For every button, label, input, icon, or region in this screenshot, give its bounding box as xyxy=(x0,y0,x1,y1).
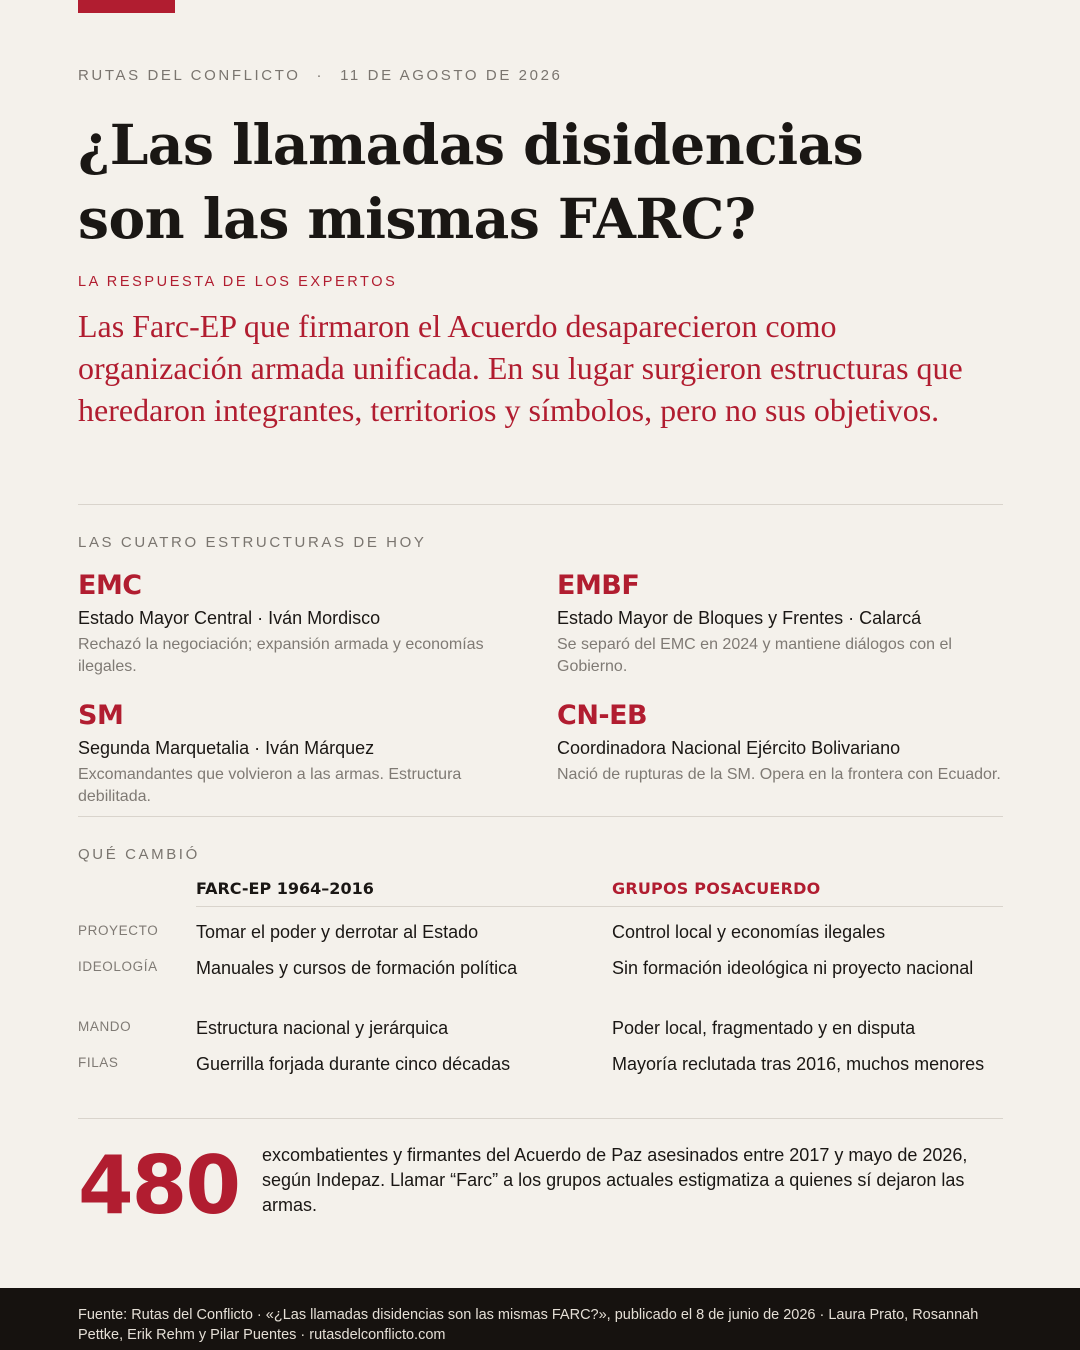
page-title xyxy=(78,108,978,256)
title-line-2: son las mismas FARC? xyxy=(78,186,756,251)
row-old-value: Guerrilla forjada durante cinco décadas xyxy=(196,1054,511,1074)
structure-card-sm xyxy=(78,700,528,808)
structures-label: LAS CUATRO ESTRUCTURAS DE HOY xyxy=(78,534,427,551)
footer xyxy=(0,1288,1080,1350)
divider xyxy=(78,816,1003,817)
stat-text: excombatientes y firmantes del Acuerdo de Paz asesinados entre 2017 y mayo de 2026, según Indepaz. Llamar “Farc” a los grupos actuales estigmatiza a quienes sí dejaron las armas. xyxy=(262,1145,968,1215)
kicker-separator: · xyxy=(316,67,325,84)
structure-desc: Excomandantes que volvieron a las armas. Estructura debilitada. xyxy=(78,766,462,805)
structure-name: Estado Mayor de Bloques y Frentes · Calarcá xyxy=(557,608,922,628)
structure-name: Segunda Marquetalia · Iván Márquez xyxy=(78,738,375,758)
structure-abbr: SM xyxy=(78,700,124,731)
publication-date: 11 DE AGOSTO DE 2026 xyxy=(340,67,563,84)
structure-card-cneb xyxy=(557,700,1007,786)
structure-desc: Nació de rupturas de la SM. Opera en la frontera con Ecuador. xyxy=(557,766,1001,783)
row-label: PROYECTO xyxy=(78,923,159,938)
structure-name: Coordinadora Nacional Ejército Bolivariano xyxy=(557,738,901,758)
row-label: IDEOLOGÍA xyxy=(78,959,158,974)
title-line-1: ¿Las llamadas disidencias xyxy=(78,112,864,177)
row-old-value: Manuales y cursos de formación política xyxy=(196,958,518,978)
source-credit: Fuente: Rutas del Conflicto · «¿Las llamadas disidencias son las mismas FARC?», publicado el 8 de junio de 2026 · Laura Prato, Rosannah Pettke, Erik Rehm y Pilar Puentes · rutasdelconflicto.com xyxy=(78,1307,979,1343)
publication-name: RUTAS DEL CONFLICTO xyxy=(78,67,301,84)
column-header-posacuerdo: GRUPOS POSACUERDO xyxy=(612,879,821,898)
row-new-value: Sin formación ideológica ni proyecto nacional xyxy=(612,958,974,978)
stat-number: 480 xyxy=(78,1139,239,1232)
kicker xyxy=(78,67,562,84)
structure-abbr: CN-EB xyxy=(557,700,648,731)
divider xyxy=(78,1118,1003,1119)
row-old-value: Estructura nacional y jerárquica xyxy=(196,1018,449,1038)
row-label: MANDO xyxy=(78,1019,132,1034)
accent-bar xyxy=(78,0,175,13)
row-new-value: Mayoría reclutada tras 2016, muchos menores xyxy=(612,1054,985,1074)
structure-abbr: EMBF xyxy=(557,570,640,601)
structure-card-emc xyxy=(78,570,528,678)
answer-text: Las Farc-EP que firmaron el Acuerdo desaparecieron como organización armada unificada. En su lugar surgieron estructuras que heredaron integrantes, territorios y símbolos, pero no sus objetivos. xyxy=(78,308,963,428)
row-new-value: Control local y economías ilegales xyxy=(612,922,886,942)
comparison-label: QUÉ CAMBIÓ xyxy=(78,846,200,863)
structure-name: Estado Mayor Central · Iván Mordisco xyxy=(78,608,381,628)
divider xyxy=(78,504,1003,505)
table-header-rule xyxy=(196,906,1003,907)
structure-abbr: EMC xyxy=(78,570,142,601)
answer-label: LA RESPUESTA DE LOS EXPERTOS xyxy=(78,274,398,290)
row-new-value: Poder local, fragmentado y en disputa xyxy=(612,1018,916,1038)
row-label: FILAS xyxy=(78,1055,119,1070)
row-old-value: Tomar el poder y derrotar al Estado xyxy=(196,922,479,942)
structure-desc: Rechazó la negociación; expansión armada y economías ilegales. xyxy=(78,636,484,675)
structure-card-embf xyxy=(557,570,1007,678)
column-header-farc: FARC-EP 1964–2016 xyxy=(196,879,374,898)
structure-desc: Se separó del EMC en 2024 y mantiene diálogos con el Gobierno. xyxy=(557,636,952,675)
